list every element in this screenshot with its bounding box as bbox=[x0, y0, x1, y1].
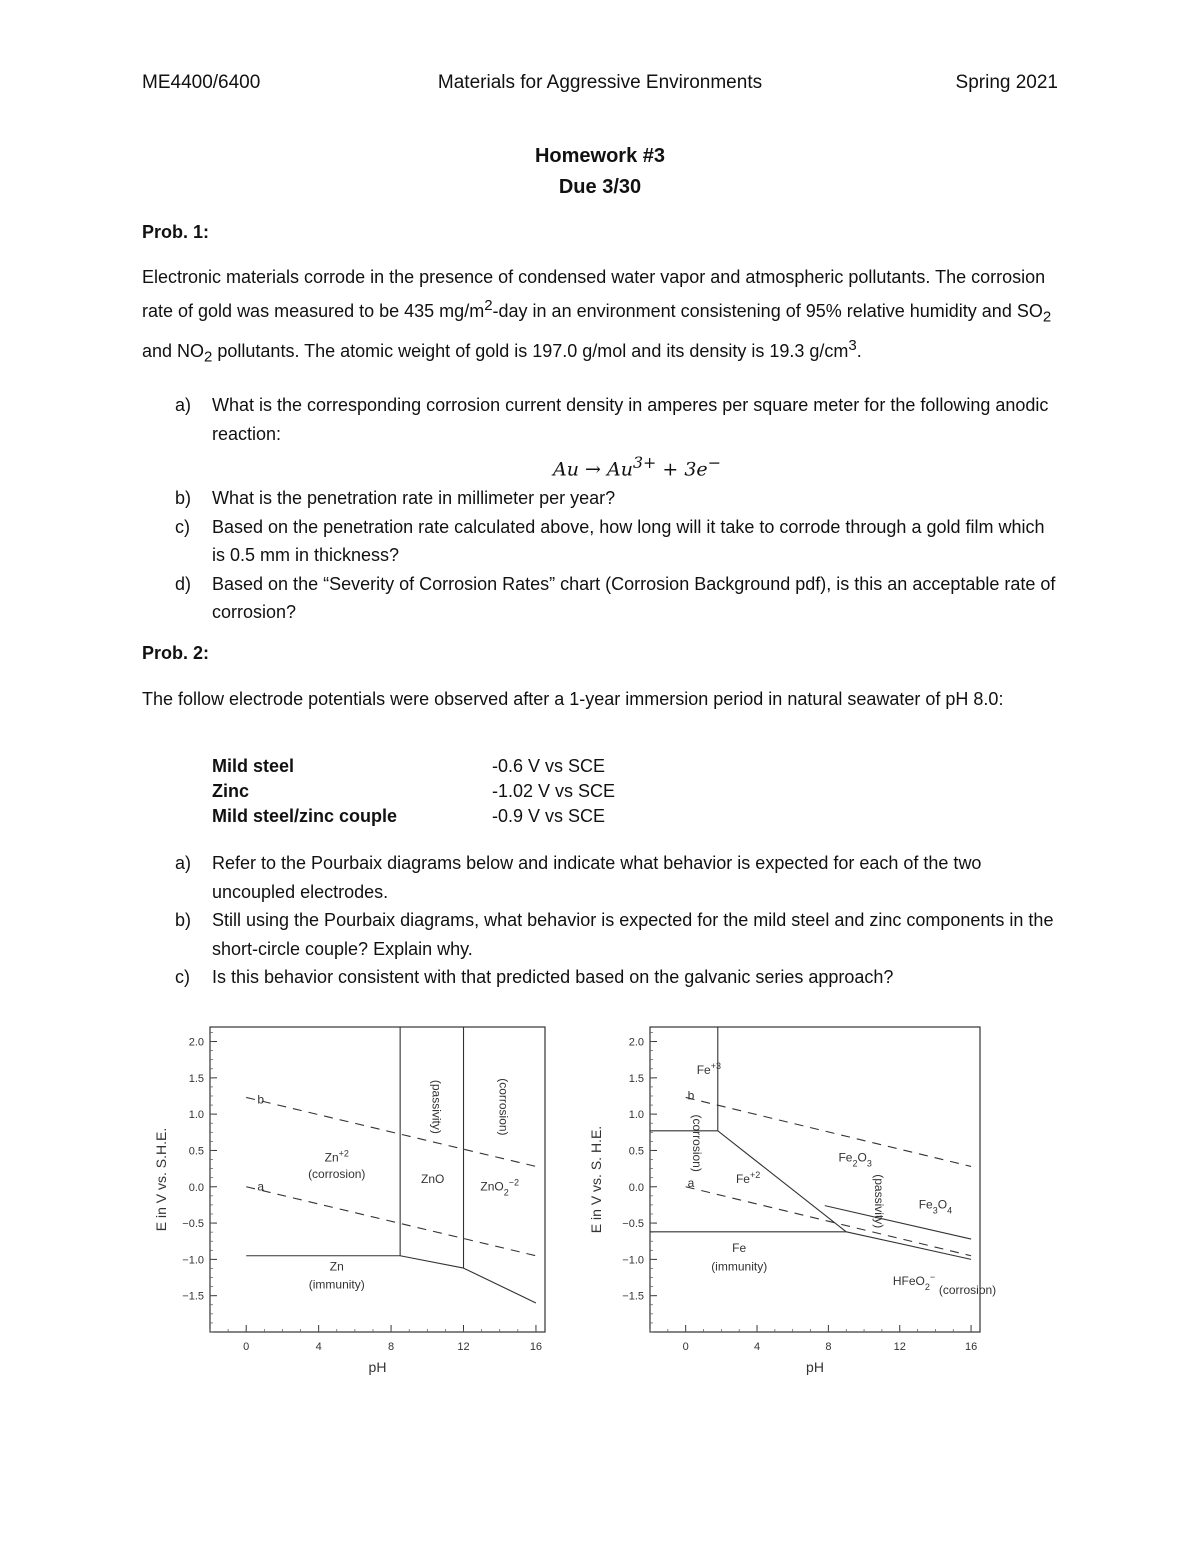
electrode-name: Mild steel bbox=[212, 756, 295, 776]
electrode-potentials-table bbox=[212, 756, 692, 831]
prob1-intro-text: and NO bbox=[142, 340, 205, 361]
region-label: ZnO bbox=[421, 1172, 445, 1187]
pourbaix-diagram-zinc bbox=[150, 1015, 560, 1385]
region-label: (corrosion) bbox=[938, 1283, 997, 1298]
due-date: Due 3/30 bbox=[558, 176, 642, 198]
y-tick-label: 2.0 bbox=[628, 1036, 644, 1049]
question-item bbox=[142, 513, 1062, 570]
electrode-name: Mild steel/zinc couple bbox=[212, 806, 398, 826]
x-axis-label: pH bbox=[806, 1359, 824, 1375]
equation-term: 3e bbox=[684, 458, 708, 481]
region-label: b bbox=[257, 1092, 265, 1107]
question-text: What is the corresponding corrosion current density in amperes per square meter for the following anodic reaction: bbox=[212, 395, 1049, 444]
region-label: (passivity) bbox=[429, 1079, 444, 1134]
region-label: (corrosion) bbox=[689, 1114, 704, 1172]
prob1-intro-sup: 3 bbox=[848, 336, 857, 354]
equation-term: Au bbox=[553, 458, 579, 481]
y-tick-label: 1.0 bbox=[628, 1109, 644, 1122]
y-tick-label: 1.5 bbox=[628, 1072, 644, 1085]
region-label: $Fe^{+2}$ bbox=[735, 1170, 761, 1187]
x-tick-label: 0 bbox=[243, 1341, 250, 1353]
question-item bbox=[142, 849, 1062, 906]
equation-term: Au bbox=[607, 458, 633, 481]
prob1-intro-sub: 2 bbox=[204, 348, 213, 366]
region-label: a bbox=[687, 1175, 695, 1190]
x-tick-label: 12 bbox=[457, 1341, 470, 1353]
x-tick-label: 8 bbox=[825, 1341, 832, 1353]
x-tick-label: 0 bbox=[682, 1341, 689, 1353]
potential-row bbox=[212, 806, 692, 831]
prob1-intro bbox=[142, 263, 1062, 372]
electrode-name: Zinc bbox=[212, 781, 250, 801]
series-line bbox=[400, 1256, 463, 1268]
x-axis-label: pH bbox=[368, 1359, 387, 1375]
question-label: b) bbox=[175, 488, 192, 509]
region-label: (immunity) bbox=[711, 1259, 768, 1274]
region-label: $Fe^{+3}$ bbox=[696, 1061, 722, 1078]
prob1-intro-text: -day in an environment consistening of 95% relative humidity and SO bbox=[492, 300, 1043, 321]
region-label: (corrosion) bbox=[308, 1167, 366, 1182]
question-text: Refer to the Pourbaix diagrams below and indicate what behavior is expected for each of the two uncoupled electrodes. bbox=[212, 853, 982, 902]
x-tick-label: 16 bbox=[964, 1341, 978, 1353]
equation-sup: 3+ bbox=[632, 453, 657, 472]
x-tick-label: 8 bbox=[388, 1341, 395, 1353]
y-tick-label: 0.5 bbox=[188, 1145, 204, 1158]
series-line bbox=[246, 1097, 536, 1166]
y-tick-label: 0.0 bbox=[628, 1181, 644, 1194]
region-label: $Zn^{+2}$ bbox=[324, 1148, 349, 1165]
series-line bbox=[846, 1232, 971, 1260]
prob2-intro: The follow electrode potentials were observed after a 1-year immersion period in natural seawater of pH 8.0: bbox=[142, 689, 1004, 709]
course-title: Materials for Aggressive Environments bbox=[437, 72, 763, 93]
prob1-intro-text: pollutants. The atomic weight of gold is 197.0 g/mol and its density is 19.3 g/cm bbox=[212, 340, 849, 361]
prob1-intro-sup: 2 bbox=[484, 296, 493, 314]
question-item bbox=[142, 963, 1062, 992]
prob1-questions bbox=[142, 391, 1062, 627]
question-item bbox=[142, 906, 1062, 963]
region-label: HFeO$_2$− bbox=[892, 1271, 936, 1292]
x-tick-label: 4 bbox=[753, 1341, 761, 1353]
pourbaix-diagram-iron bbox=[585, 1015, 1045, 1385]
series-line bbox=[686, 1097, 971, 1169]
question-label: b) bbox=[175, 910, 192, 930]
equation-sup: − bbox=[707, 453, 721, 472]
question-item bbox=[142, 484, 1062, 513]
y-tick-label: 1.5 bbox=[188, 1072, 204, 1085]
prob1-intro-text: Electronic materials corrode in the presence of condensed water vapor and atmospheric pollutants. The corrosion rate of gold was measured to be 435 mg/m bbox=[142, 267, 1046, 321]
y-tick-label: −0.5 bbox=[182, 1218, 204, 1231]
y-tick-label: −1.5 bbox=[622, 1290, 644, 1303]
equation-plus: + bbox=[662, 458, 679, 481]
prob1-intro-sub: 2 bbox=[1042, 308, 1052, 326]
series-line bbox=[464, 1268, 536, 1303]
region-label: $Fe_2O_3$ bbox=[838, 1150, 872, 1169]
series-line bbox=[246, 1187, 536, 1256]
equation-arrow: → bbox=[585, 458, 601, 481]
question-label: c) bbox=[175, 516, 190, 537]
region-label: (immunity) bbox=[308, 1277, 365, 1292]
question-item bbox=[142, 391, 1062, 448]
x-tick-label: 4 bbox=[315, 1341, 322, 1353]
anodic-reaction-equation bbox=[142, 448, 1062, 484]
region-label: Zn bbox=[329, 1259, 344, 1274]
question-label: a) bbox=[175, 853, 192, 873]
y-axis-label: E in V vs. S. H.E. bbox=[588, 1125, 604, 1234]
question-text: What is the penetration rate in millimeter per year? bbox=[212, 488, 616, 509]
question-item bbox=[142, 570, 1062, 627]
prob1-intro-text: . bbox=[856, 340, 862, 361]
course-code: ME4400/6400 bbox=[142, 72, 261, 93]
region-label: $Fe_3O_4$ bbox=[918, 1197, 953, 1216]
y-tick-label: −1.0 bbox=[622, 1254, 644, 1267]
electrode-potential: -0.6 V vs SCE bbox=[492, 756, 606, 776]
region-label: (corrosion) bbox=[496, 1078, 511, 1136]
region-label: (passivity) bbox=[871, 1174, 886, 1229]
question-text: Based on the penetration rate calculated above, how long will it take to corrode through a gold film which is 0.5 mm in thickness? bbox=[212, 516, 1045, 566]
y-tick-label: 0.0 bbox=[188, 1181, 204, 1194]
electrode-potential: -1.02 V vs SCE bbox=[492, 781, 616, 801]
y-tick-label: 0.5 bbox=[628, 1145, 644, 1158]
region-label: ZnO$_2^{-2}$ bbox=[480, 1177, 520, 1198]
x-tick-label: 12 bbox=[893, 1341, 906, 1353]
prob2-questions bbox=[142, 849, 1062, 992]
question-label: c) bbox=[175, 967, 190, 987]
question-text: Is this behavior consistent with that predicted based on the galvanic series approach? bbox=[212, 967, 894, 987]
y-tick-label: −1.5 bbox=[182, 1290, 204, 1303]
potential-row bbox=[212, 781, 692, 806]
question-text: Based on the “Severity of Corrosion Rates” chart (Corrosion Background pdf), is this an acceptable rate of corrosion? bbox=[212, 573, 1056, 623]
y-tick-label: 2.0 bbox=[188, 1036, 204, 1049]
term: Spring 2021 bbox=[955, 72, 1058, 93]
region-label: a bbox=[257, 1179, 265, 1194]
region-label: b bbox=[687, 1088, 695, 1103]
potential-row bbox=[212, 756, 692, 781]
x-tick-label: 16 bbox=[529, 1341, 543, 1353]
region-label: Fe bbox=[732, 1241, 747, 1256]
y-tick-label: −0.5 bbox=[622, 1218, 644, 1231]
question-label: a) bbox=[175, 395, 192, 415]
y-tick-label: 1.0 bbox=[188, 1109, 204, 1122]
y-tick-label: −1.0 bbox=[182, 1254, 204, 1267]
page-header bbox=[142, 72, 1058, 100]
question-text: Still using the Pourbaix diagrams, what behavior is expected for the mild steel and zinc components in the short-circle couple? Explain why. bbox=[212, 910, 1054, 959]
y-axis-label: E in V vs. S.H.E. bbox=[153, 1127, 169, 1232]
question-label: d) bbox=[175, 573, 192, 594]
prob1-heading: Prob. 1: bbox=[142, 222, 210, 242]
electrode-potential: -0.9 V vs SCE bbox=[492, 806, 606, 826]
prob2-heading: Prob. 2: bbox=[142, 643, 210, 663]
homework-title: Homework #3 bbox=[534, 145, 666, 167]
